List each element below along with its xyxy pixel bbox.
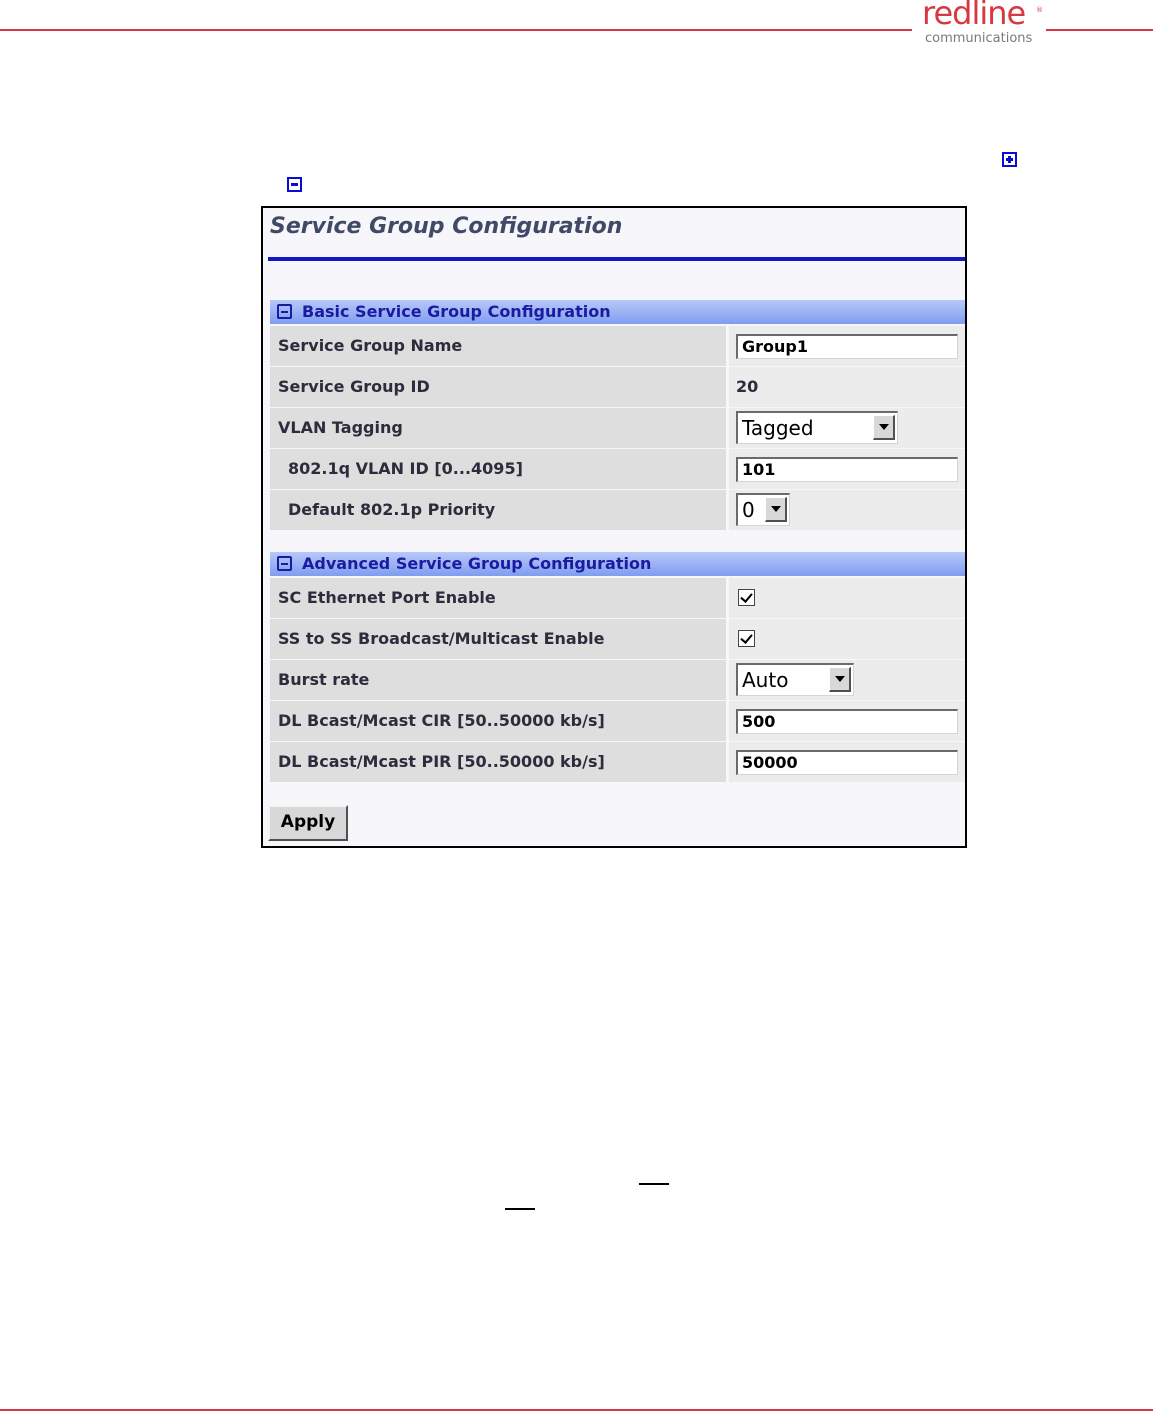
section-label-advanced: Advanced Service Group Configuration <box>302 554 652 573</box>
collapse-icon <box>287 177 302 192</box>
section-label-basic: Basic Service Group Configuration <box>302 302 611 321</box>
redline-logo <box>922 0 1042 48</box>
row-vlan-id <box>270 449 965 489</box>
title-divider <box>268 257 965 261</box>
field-label: SS to SS Broadcast/Multicast Enable <box>270 619 726 659</box>
logo-trademark: ® <box>1036 6 1043 14</box>
section-header-advanced[interactable] <box>270 552 965 576</box>
row-service-group-id <box>270 367 965 407</box>
row-vlan-tagging <box>270 408 965 448</box>
field-value-cell <box>729 449 965 489</box>
field-label: 802.1q VLAN ID [0...4095] <box>270 449 726 489</box>
field-label: VLAN Tagging <box>270 408 726 448</box>
field-value-cell <box>729 660 965 700</box>
field-value-cell <box>729 742 965 782</box>
row-eth-port-enable <box>270 578 965 618</box>
field-value-cell <box>729 367 965 407</box>
collapse-section-icon[interactable] <box>277 556 292 571</box>
section-header-basic[interactable] <box>270 300 965 324</box>
apply-button[interactable]: Apply <box>268 805 348 841</box>
priority-selected: 0 <box>742 498 755 522</box>
field-value-cell <box>729 619 965 659</box>
field-label: Service Group Name <box>270 326 726 366</box>
service-group-config-panel <box>261 206 967 848</box>
dl-pir-input[interactable]: 50000 <box>736 750 958 775</box>
vlan-tagging-select[interactable] <box>736 411 898 444</box>
chevron-down-icon[interactable] <box>829 667 851 692</box>
collapse-section-icon[interactable] <box>277 304 292 319</box>
field-value-cell <box>729 490 965 530</box>
field-value-cell <box>729 701 965 741</box>
broadcast-enable-checkbox[interactable] <box>738 630 755 647</box>
header-rule-left <box>0 29 912 31</box>
header-rule-right <box>1046 29 1153 31</box>
field-label: SC Ethernet Port Enable <box>270 578 726 618</box>
field-value-cell <box>729 578 965 618</box>
vlan-id-input[interactable]: 101 <box>736 457 958 482</box>
logo-wordmark: redline <box>922 0 1026 32</box>
footer-rule <box>0 1409 1153 1411</box>
priority-select[interactable] <box>736 493 790 526</box>
field-label: DL Bcast/Mcast CIR [50..50000 kb/s] <box>270 701 726 741</box>
field-value-cell <box>729 326 965 366</box>
text-fragment-underline <box>505 1208 535 1210</box>
service-group-id-value: 20 <box>736 377 759 396</box>
dl-cir-input[interactable]: 500 <box>736 709 958 734</box>
expand-icon <box>1002 152 1017 167</box>
row-dl-cir <box>270 701 965 741</box>
row-burst-rate <box>270 660 965 700</box>
row-broadcast-enable <box>270 619 965 659</box>
panel-title: Service Group Configuration <box>270 214 623 239</box>
row-dl-pir <box>270 742 965 782</box>
chevron-down-icon[interactable] <box>765 497 787 522</box>
field-value-cell <box>729 408 965 448</box>
eth-port-enable-checkbox[interactable] <box>738 589 755 606</box>
vlan-tagging-selected: Tagged <box>742 416 814 440</box>
chevron-down-icon[interactable] <box>873 415 895 440</box>
burst-rate-selected: Auto <box>742 668 789 692</box>
text-fragment-underline <box>639 1183 669 1185</box>
field-label: Burst rate <box>270 660 726 700</box>
row-default-priority <box>270 490 965 530</box>
logo-subtitle: communications <box>925 31 1033 46</box>
burst-rate-select[interactable] <box>736 663 854 696</box>
field-label: Service Group ID <box>270 367 726 407</box>
field-label: DL Bcast/Mcast PIR [50..50000 kb/s] <box>270 742 726 782</box>
field-label: Default 802.1p Priority <box>270 490 726 530</box>
service-group-name-input[interactable]: Group1 <box>736 334 958 359</box>
row-service-group-name <box>270 326 965 366</box>
